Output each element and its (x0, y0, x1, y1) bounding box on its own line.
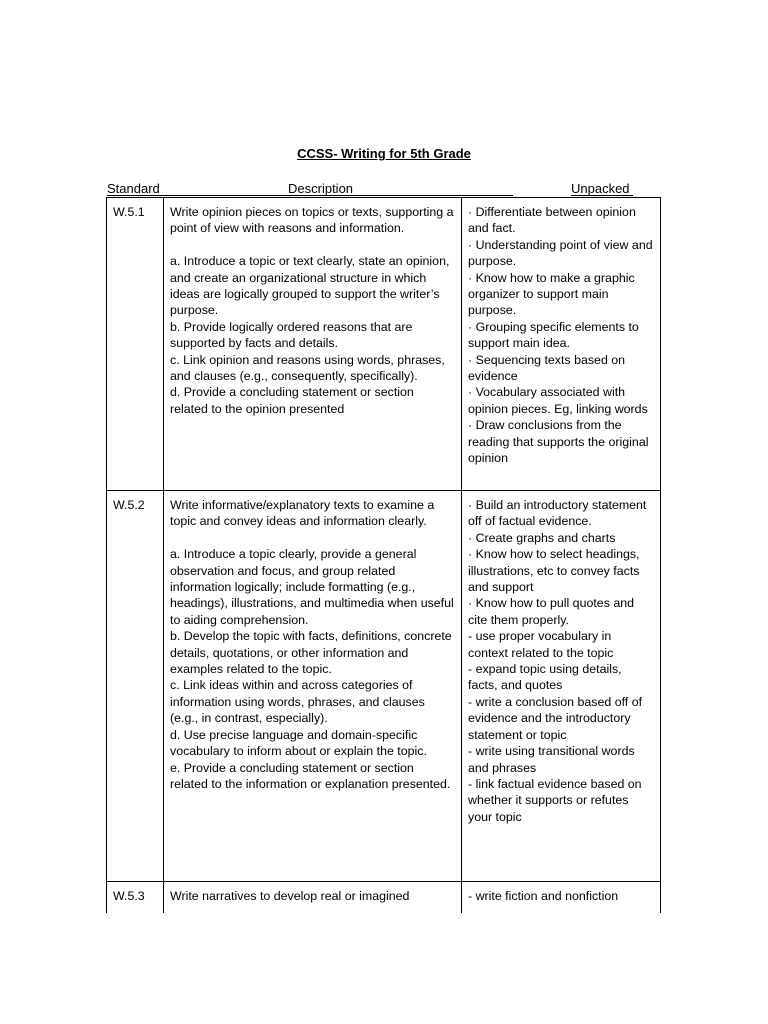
column-header-unpacked: Unpacked (571, 181, 630, 196)
header-underline-unpacked (571, 195, 633, 196)
standard-cell: W.5.3 (107, 882, 164, 914)
header-underline (107, 195, 513, 196)
table-row (107, 882, 661, 914)
column-header-standard: Standard (107, 181, 160, 196)
column-header-description: Description (288, 181, 354, 196)
unpacked-cell: · Differentiate between opinion and fact. · Understanding point of view and purpose. · Know how to make a graphic organizer to support main purpose. · Grouping specific elements to support main idea. · Sequencing texts based on evidence · Vocabulary associated with opinion pieces. Eg, linking words · Draw conclusions from the reading that supports the original opinion (462, 198, 661, 491)
description-cell: Write opinion pieces on topics or texts, supporting a point of view with reasons and information. a. Introduce a topic or text clearly, state an opinion, and create an organizational structure in which ideas are logically grouped to support the writer’s purpose. b. Provide logically ordered reasons that are supported by facts and details. c. Link opinion and reasons using words, phrases, and clauses (e.g., consequently, specifically). d. Provide a concluding statement or section related to the opinion presented (164, 198, 462, 491)
table-row (107, 198, 661, 491)
unpacked-cell: - write fiction and nonfiction (462, 882, 661, 914)
description-cell: Write narratives to develop real or imagined (164, 882, 462, 914)
page-title: CCSS- Writing for 5th Grade (297, 146, 471, 161)
table-row (107, 491, 661, 882)
unpacked-cell: · Build an introductory statement off of factual evidence. · Create graphs and charts · Know how to select headings, illustrations, etc to convey facts and support · Know how to pull quotes and cite them properly. - use proper vocabulary in context related to the topic - expand topic using details, facts, and quotes - write a conclusion based off of evidence and the introductory statement or topic - write using transitional words and phrases - link factual evidence based on whether it supports or refutes your topic (462, 491, 661, 882)
standard-cell: W.5.1 (107, 198, 164, 491)
description-cell: Write informative/explanatory texts to examine a topic and convey ideas and information clearly. a. Introduce a topic clearly, provide a general observation and focus, and group related information logically; include formatting (e.g., headings), illustrations, and multimedia when useful to aiding comprehension. b. Develop the topic with facts, definitions, concrete details, quotations, or other information and examples related to the topic. c. Link ideas within and across categories of information using words, phrases, and clauses (e.g., in contrast, especially). d. Use precise language and domain-specific vocabulary to inform about or explain the topic. e. Provide a concluding statement or section related to the information or explanation presented. (164, 491, 462, 882)
standard-cell: W.5.2 (107, 491, 164, 882)
standards-table (106, 197, 661, 913)
standards-table-container (106, 197, 661, 913)
